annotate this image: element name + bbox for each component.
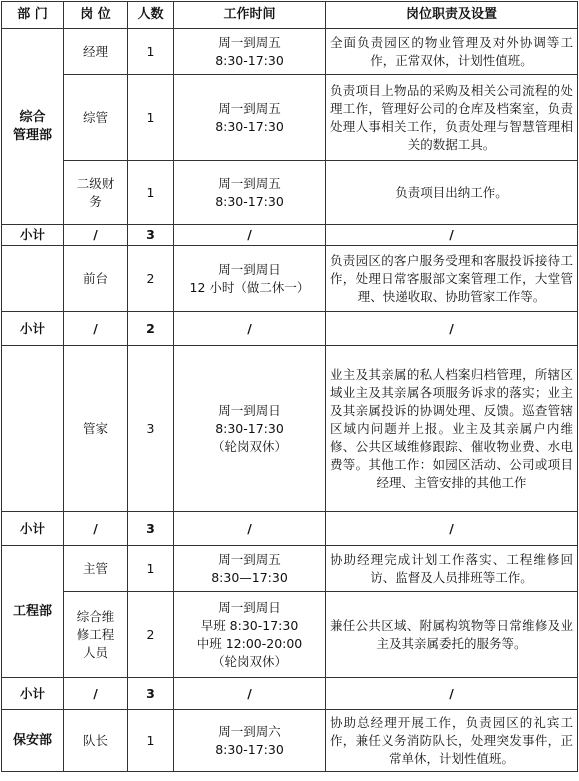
- time-cell: 周一到周日 8:30-17:30 （轮岗双休）: [174, 346, 326, 512]
- subtotal-count: 3: [128, 512, 174, 546]
- table-row: [2, 75, 578, 161]
- count-cell: 2: [128, 592, 174, 678]
- header-dept: 部 门: [2, 2, 64, 29]
- header-duty: 岗位职责及设置: [326, 2, 578, 29]
- duty-cell: 负责项目出纳工作。: [326, 161, 578, 225]
- subtotal-time: /: [174, 512, 326, 546]
- subtotal-count: 3: [128, 678, 174, 710]
- count-cell: 1: [128, 29, 174, 75]
- post-cell: 前台: [64, 246, 128, 312]
- header-row: [2, 2, 578, 29]
- count-cell: 2: [128, 246, 174, 312]
- subtotal-duty: /: [326, 225, 578, 246]
- time-cell: 周一到周六 8:30-17:30: [174, 710, 326, 772]
- time-cell: 周一到周日 早班 8:30-17:30 中班 12:00-20:00 （轮岗双休）: [174, 592, 326, 678]
- subtotal-time: /: [174, 312, 326, 346]
- duty-cell: 负责园区的客户服务受理和客服投诉接待工作，处理日常客服部文案管理工作，大堂管理、快递收取、协助管家工作等。: [326, 246, 578, 312]
- subtotal-label: 小计: [2, 312, 64, 346]
- table-row: [2, 546, 578, 592]
- subtotal-count: 2: [128, 312, 174, 346]
- count-cell: 1: [128, 161, 174, 225]
- header-time: 工作时间: [174, 2, 326, 29]
- time-cell: 周一到周五 8:30—17:30: [174, 546, 326, 592]
- header-post: 岗 位: [64, 2, 128, 29]
- time-cell: 周一到周五 8:30-17:30: [174, 161, 326, 225]
- dept-cell: 保安部: [2, 710, 64, 772]
- post-cell: 综管: [64, 75, 128, 161]
- count-cell: 3: [128, 346, 174, 512]
- post-cell: 二级财 务: [64, 161, 128, 225]
- duty-cell: 负责项目上物品的采购及相关公司流程的处理工作，管理好公司的仓库及档案室，负责处理人事相关工作，负责处理与智慧管理相关的数据工具。: [326, 75, 578, 161]
- table-row: [2, 710, 578, 772]
- subtotal-duty: /: [326, 678, 578, 710]
- time-cell: 周一到周日 12 小时（做二休一）: [174, 246, 326, 312]
- post-cell: 经理: [64, 29, 128, 75]
- subtotal-label: 小计: [2, 512, 64, 546]
- post-cell: 主管: [64, 546, 128, 592]
- post-cell: 管家: [64, 346, 128, 512]
- time-cell: 周一到周五 8:30-17:30: [174, 75, 326, 161]
- count-cell: 1: [128, 710, 174, 772]
- staffing-table: [1, 1, 578, 772]
- dept-cell: 工程部: [2, 546, 64, 678]
- subtotal-count: 3: [128, 225, 174, 246]
- post-cell: 队长: [64, 710, 128, 772]
- dept-cell: 综合 管理部: [2, 29, 64, 225]
- subtotal-post: /: [64, 312, 128, 346]
- duty-cell: 兼任公共区域、附属构筑物等日常维修及业主及其亲属委托的服务等。: [326, 592, 578, 678]
- subtotal-row: [2, 678, 578, 710]
- subtotal-post: /: [64, 678, 128, 710]
- subtotal-row: [2, 312, 578, 346]
- table-row: [2, 346, 578, 512]
- duty-cell: 全面负责园区的物业管理及对外协调等工作，正常双休，计划性值班。: [326, 29, 578, 75]
- table-row: [2, 29, 578, 75]
- subtotal-duty: /: [326, 512, 578, 546]
- header-count: 人数: [128, 2, 174, 29]
- dept-cell-empty: [2, 246, 64, 312]
- table-row: [2, 592, 578, 678]
- subtotal-time: /: [174, 225, 326, 246]
- subtotal-duty: /: [326, 312, 578, 346]
- duty-cell: 业主及其亲属的私人档案归档管理，所辖区域业主及其亲属各项服务诉求的落实；业主及其亲属投诉的协调处理、反馈。巡查管辖区域内问题并上报。业主及其亲属户内维修、公共区域维修跟踪、催收物业费、水电费等。其他工作：如园区活动、公司或项目经理、主管安排的其他工作: [326, 346, 578, 512]
- time-cell: 周一到周五 8:30-17:30: [174, 29, 326, 75]
- dept-cell-empty: [2, 346, 64, 512]
- subtotal-row: [2, 225, 578, 246]
- subtotal-row: [2, 512, 578, 546]
- subtotal-post: /: [64, 225, 128, 246]
- table-row: [2, 161, 578, 225]
- post-cell: 综合维 修工程 人员: [64, 592, 128, 678]
- count-cell: 1: [128, 546, 174, 592]
- duty-cell: 协助总经理开展工作，负责园区的礼宾工作，兼任义务消防队长，处理突发事件，正常单休，计划性值班。: [326, 710, 578, 772]
- duty-cell: 协助经理完成计划工作落实、工程维修回访、监督及人员排班等工作。: [326, 546, 578, 592]
- subtotal-label: 小计: [2, 678, 64, 710]
- subtotal-time: /: [174, 678, 326, 710]
- subtotal-post: /: [64, 512, 128, 546]
- count-cell: 1: [128, 75, 174, 161]
- subtotal-label: 小计: [2, 225, 64, 246]
- table-row: [2, 246, 578, 312]
